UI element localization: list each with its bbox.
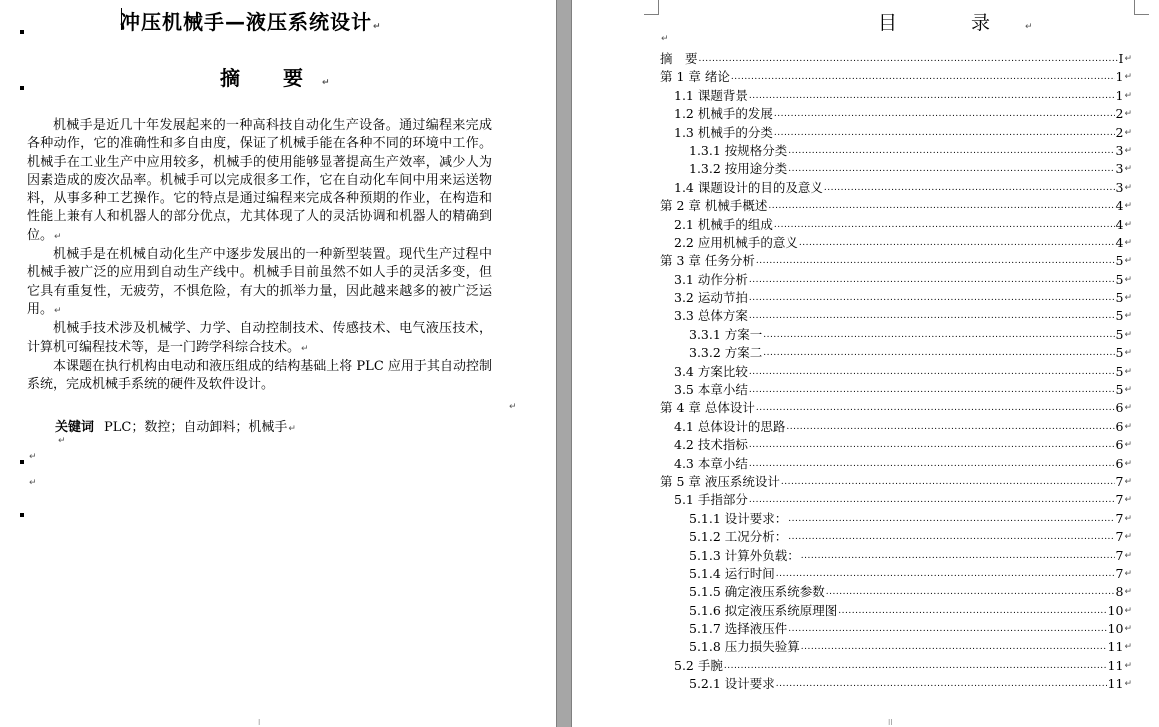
paragraph-return: ↵ (1124, 164, 1132, 175)
paragraph-return: ↵ (1124, 127, 1132, 138)
toc-entry-title: 5.1.4 运行时间 (689, 565, 775, 581)
paragraph-return: ↵ (1124, 458, 1132, 469)
toc-leader-dots (801, 636, 1107, 656)
paragraph-return: ↵ (1124, 605, 1132, 616)
toc-leader-dots (786, 416, 1114, 436)
abstract-paragraph-4: 本课题在执行机构由电动和液压组成的结构基础上将 PLC 应用于其自动控制系统，完成机械手系统的硬件及软件设计。 (27, 358, 492, 393)
toc-entry-page: 6 (1115, 418, 1124, 434)
toc-leader-dots (749, 361, 1115, 381)
paragraph-return: ↵ (1124, 403, 1132, 414)
toc-entry-title: 5.1.3 计算外负载： (689, 547, 800, 563)
toc-leader-dots (749, 453, 1115, 473)
toc-entry-page: 11 (1107, 639, 1124, 655)
toc-entry-page: 7 (1115, 473, 1124, 489)
toc-leader-dots (731, 66, 1115, 86)
toc-leader-dots (788, 526, 1114, 546)
paragraph-mark (20, 86, 24, 90)
toc-entry-page: 6 (1115, 455, 1124, 471)
paragraph-return: ↵ (1124, 642, 1132, 653)
paragraph-return: ↵ (1124, 660, 1132, 671)
abstract-paragraph-2: 机械手是在机械自动化生产中逐步发展出的一种新型装置。现代生产过程中机械手被广泛的应用到自动生产线中。机械手目前虽然不如人手的灵活多变，但它具有重复性，无疲劳，不惧危险，有大的抓举力量，因此越来越多的被广泛运用。↵ (27, 247, 492, 317)
toc-entry-page: 5 (1115, 290, 1124, 306)
toc-entry-page: 5 (1115, 345, 1124, 361)
toc-entry-title: 5.1.7 选择液压件 (689, 621, 788, 637)
toc-entry-page: I (1118, 50, 1124, 66)
toc-leader-dots (824, 177, 1115, 197)
paragraph-return: ↵ (1124, 201, 1132, 212)
document-page-1[interactable] (0, 0, 556, 727)
paragraph-return: ↵ (1124, 237, 1132, 248)
toc-leader-dots (776, 563, 1115, 583)
toc-entry-page: 7 (1115, 565, 1124, 581)
toc-entry-title: 5.1.1 设计要求： (689, 510, 788, 526)
toc-entry-page: 2 (1115, 124, 1124, 140)
paragraph-return: ↵ (1124, 366, 1132, 377)
toc-entry-page: 2 (1115, 106, 1124, 122)
toc-entry-page: 10 (1107, 602, 1124, 618)
toc-leader-dots (826, 581, 1115, 601)
toc-entry-page: 4 (1115, 198, 1124, 214)
paragraph-return: ↵ (1124, 495, 1132, 506)
toc-entry-page: 5 (1115, 253, 1124, 269)
toc-entry-title: 1.2 机械手的发展 (674, 106, 773, 122)
toc-entry-title: 3.3.2 方案二 (689, 345, 763, 361)
toc-entry-title: 3.5 本章小结 (674, 382, 748, 398)
toc-entry-page: 11 (1107, 676, 1124, 692)
paragraph-return: ↵ (1124, 109, 1132, 120)
toc-entry-title: 5.1.8 压力损失验算 (689, 639, 800, 655)
toc-entry-page: 5 (1115, 271, 1124, 287)
paragraph-return: ↵ (1124, 311, 1132, 322)
toc-entry-title: 3.4 方案比较 (674, 363, 748, 379)
toc-entry-page: 5 (1115, 308, 1124, 324)
paragraph-return: ↵ (29, 478, 37, 488)
toc-entry-page: 4 (1115, 216, 1124, 232)
paragraph-return: ↵ (1124, 513, 1132, 524)
toc-entry-title: 第 3 章 任务分析 (660, 253, 755, 269)
paragraph-return: ↵ (1124, 274, 1132, 285)
toc-leader-dots (749, 269, 1115, 289)
toc-entry-title: 摘 要 (660, 50, 698, 66)
toc-entry-title: 第 2 章 机械手概述 (660, 198, 768, 214)
toc-leader-dots (774, 122, 1115, 142)
toc-entry-title: 4.1 总体设计的思路 (674, 418, 786, 434)
toc-leader-dots (749, 434, 1115, 454)
toc-entry-page: 7 (1115, 492, 1124, 508)
toc-leader-dots (781, 471, 1115, 491)
paragraph-return: ↵ (1124, 385, 1132, 396)
toc-leader-dots (699, 48, 1118, 68)
toc-leader-dots (763, 342, 1114, 362)
toc-entry-page: 7 (1115, 547, 1124, 563)
paragraph-return: ↵ (1124, 145, 1132, 156)
paragraph-return: ↵ (1124, 476, 1132, 487)
toc-leader-dots (801, 545, 1115, 565)
paragraph-return: ↵ (1124, 587, 1132, 598)
keywords-line: 关键词 PLC；数控；自动卸料；机械手↵ (55, 420, 296, 435)
paragraph-return: ↵ (1124, 550, 1132, 561)
paragraph-return: ↵ (1124, 256, 1132, 267)
abstract-body (27, 117, 492, 394)
toc-entry-title: 5.1 手指部分 (674, 492, 748, 508)
paragraph-return: ↵ (58, 436, 66, 446)
toc-entry[interactable] (660, 675, 1132, 693)
toc-leader-dots (788, 618, 1106, 638)
toc-entry-page: 4 (1115, 234, 1124, 250)
paragraph-return: ↵ (1124, 329, 1132, 340)
toc-leader-dots (788, 508, 1114, 528)
paragraph-return: ↵ (1124, 72, 1132, 83)
toc-leader-dots (756, 397, 1115, 417)
table-of-contents (660, 50, 1132, 694)
toc-leader-dots (724, 655, 1107, 675)
toc-leader-dots (763, 324, 1114, 344)
toc-leader-dots (799, 232, 1115, 252)
toc-entry-page: 8 (1115, 584, 1124, 600)
toc-leader-dots (749, 489, 1115, 509)
toc-leader-dots (749, 379, 1115, 399)
paragraph-return: ↵ (1124, 219, 1132, 230)
toc-entry-title: 5.1.5 确定液压系统参数 (689, 584, 825, 600)
toc-entry-title: 3.3 总体方案 (674, 308, 748, 324)
paragraph-return: ↵ (1124, 532, 1132, 543)
document-title: 冲压机械手—液压系统设计↵ (120, 10, 382, 34)
toc-entry-title: 第 5 章 液压系统设计 (660, 473, 780, 489)
toc-entry-title: 第 1 章 绪论 (660, 69, 730, 85)
paragraph-return: ↵ (1124, 624, 1132, 635)
toc-leader-dots (749, 305, 1115, 325)
toc-entry-page: 3 (1115, 161, 1124, 177)
abstract-paragraph-3: 机械手技术涉及机械学、力学、自动控制技术、传感技术、电气液压技术，计算机可编程技术等，是一门跨学科综合技术。↵ (27, 321, 492, 355)
paragraph-mark (20, 460, 24, 464)
toc-leader-dots (749, 85, 1115, 105)
toc-entry-title: 5.1.6 拟定液压系统原理图 (689, 602, 838, 618)
toc-title: 目 录↵ (878, 12, 1033, 34)
page-gap (556, 0, 572, 727)
toc-entry-title: 5.1.2 工况分析： (689, 529, 788, 545)
toc-entry-page: 5 (1115, 326, 1124, 342)
page-number: I (258, 718, 261, 727)
toc-entry-title: 2.2 应用机械手的意义 (674, 234, 798, 250)
keywords-value: PLC；数控；自动卸料；机械手 (104, 420, 288, 435)
toc-entry-page: 3 (1115, 179, 1124, 195)
toc-entry-page: 7 (1115, 510, 1124, 526)
toc-entry-title: 1.4 课题设计的目的及意义 (674, 179, 823, 195)
toc-entry-title: 1.1 课题背景 (674, 87, 748, 103)
toc-entry-page: 3 (1115, 142, 1124, 158)
paragraph-return: ↵ (1124, 182, 1132, 193)
toc-entry-title: 1.3 机械手的分类 (674, 124, 773, 140)
toc-leader-dots (756, 250, 1115, 270)
toc-entry-title: 1.3.1 按规格分类 (689, 142, 788, 158)
toc-entry-page: 1 (1115, 69, 1124, 85)
toc-entry-title: 4.3 本章小结 (674, 455, 748, 471)
abstract-heading: 摘 要↵ (220, 66, 348, 90)
toc-entry-page: 11 (1107, 657, 1124, 673)
toc-entry-title: 3.3.1 方案一 (689, 326, 763, 342)
margin-corner-mark (644, 0, 659, 15)
toc-entry-title: 3.2 运动节拍 (674, 290, 748, 306)
paragraph-return: ↵ (1124, 53, 1132, 64)
toc-entry-page: 7 (1115, 529, 1124, 545)
toc-leader-dots (774, 214, 1115, 234)
toc-leader-dots (774, 103, 1115, 123)
paragraph-return: ↵ (1124, 679, 1132, 690)
keywords-label: 关键词 (55, 420, 95, 435)
toc-entry-title: 2.1 机械手的组成 (674, 216, 773, 232)
paragraph-return: ↵ (1124, 293, 1132, 304)
toc-entry-title: 第 4 章 总体设计 (660, 400, 755, 416)
toc-entry-page: 5 (1115, 382, 1124, 398)
toc-entry-page: 10 (1107, 621, 1124, 637)
toc-entry-title: 1.3.2 按用途分类 (689, 161, 788, 177)
page-number: II (888, 718, 893, 727)
toc-entry-page: 6 (1115, 437, 1124, 453)
toc-entry-title: 4.2 技术指标 (674, 437, 748, 453)
paragraph-return: ↵ (509, 402, 517, 412)
paragraph-return: ↵ (1124, 568, 1132, 579)
paragraph-return: ↵ (1124, 421, 1132, 432)
toc-leader-dots (788, 140, 1114, 160)
abstract-paragraph-1: 机械手是近几十年发展起来的一种高科技自动化生产设备。通过编程来完成各种动作，它的准确性和多自由度，保证了机械手能在各种不同的环境中工作。机械手在工业生产中应用较多，机械手的使用能够显著提高生产效率，减少人为因素造成的废次品率。机械手可以完成很多工作，它在自动化车间中用来运送物料，从事多种工艺操作。它的特点是通过编程来完成各种预期的作业，在构造和性能上兼有人和机器人的部分优点，尤其体现了人的灵活协调和机器人的精确到位。↵ (27, 118, 492, 243)
toc-entry-title: 5.2.1 设计要求 (689, 676, 775, 692)
toc-entry-title: 5.2 手腕 (674, 657, 723, 673)
paragraph-return: ↵ (661, 34, 669, 44)
toc-leader-dots (788, 158, 1114, 178)
paragraph-return: ↵ (1124, 348, 1132, 359)
paragraph-return: ↵ (29, 452, 37, 462)
paragraph-return: ↵ (1124, 440, 1132, 451)
toc-entry-page: 6 (1115, 400, 1124, 416)
toc-leader-dots (749, 287, 1115, 307)
toc-entry-page: 5 (1115, 363, 1124, 379)
toc-leader-dots (776, 673, 1107, 693)
margin-corner-mark (1134, 0, 1149, 15)
paragraph-mark (20, 30, 24, 34)
toc-leader-dots (838, 600, 1106, 620)
paragraph-mark (20, 513, 24, 517)
toc-entry-page: 1 (1115, 87, 1124, 103)
toc-leader-dots (768, 195, 1114, 215)
toc-entry-title: 3.1 动作分析 (674, 271, 748, 287)
paragraph-return: ↵ (1124, 90, 1132, 101)
